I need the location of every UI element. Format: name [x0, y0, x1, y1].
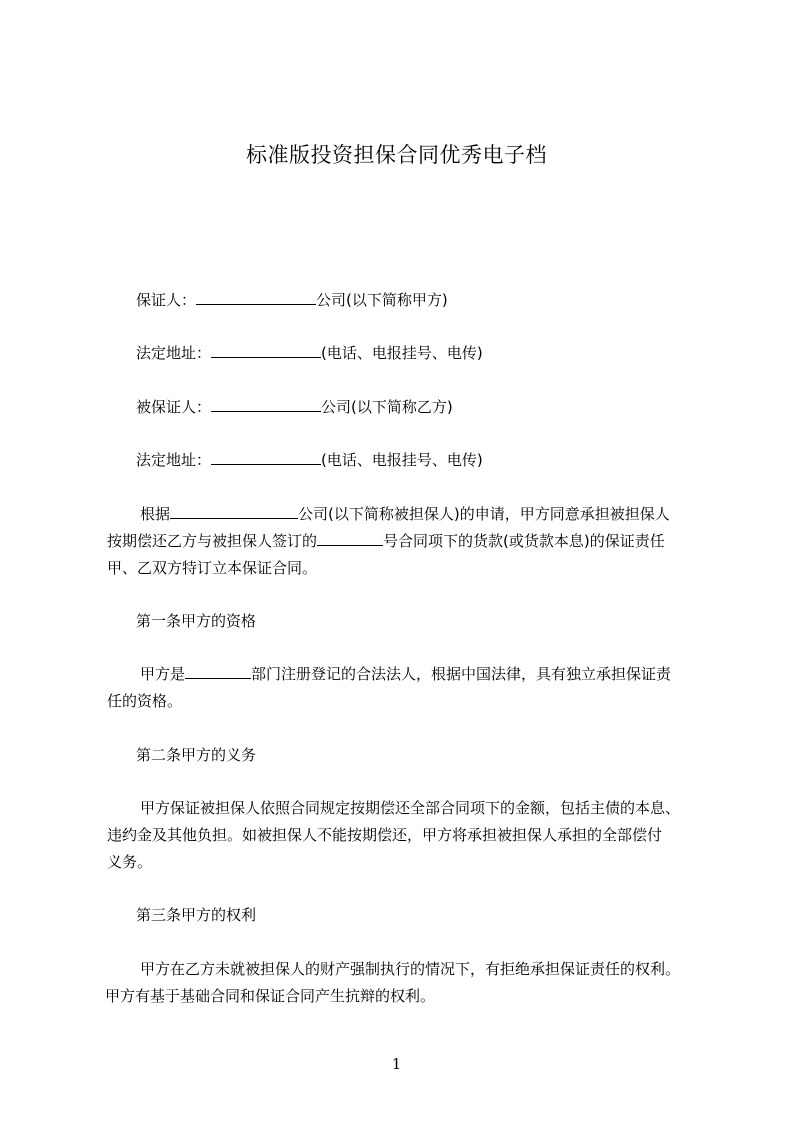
guarantor-address-label: 法定地址：: [136, 344, 212, 362]
article-text: 部门注册登记的合法法人，根据中国法律，具有独立承担保证责: [251, 665, 672, 683]
article-2-heading: 第二条甲方的义务: [136, 746, 257, 764]
document-title: 标准版投资担保合同优秀电子档: [246, 143, 547, 167]
guaranteed-address-suffix: (电话、电报挂号、电传): [321, 451, 483, 469]
preamble-text: 公司(以下简称被担保人)的申请，甲方同意承担被担保人: [298, 505, 670, 523]
registration-department-blank: [185, 663, 251, 679]
guarantor-line: [136, 289, 448, 311]
article-2-line-3: 义务。: [107, 853, 153, 871]
applicant-company-blank: [170, 503, 298, 519]
guarantor-address-line: [136, 342, 483, 364]
guarantor-suffix: 公司(以下简称甲方): [316, 291, 448, 309]
article-2-line-1: 甲方保证被担保人依照合同规定按期偿还全部合同项下的金额，包括主债的本息、: [140, 799, 681, 817]
guarantor-address-suffix: (电话、电报挂号、电传): [321, 344, 483, 362]
preamble-line-3: 甲、乙双方特订立本保证合同。: [107, 559, 318, 577]
guarantor-label: 保证人：: [136, 291, 197, 309]
article-3-line-2: 甲方有基于基础合同和保证合同产生抗辩的权利。: [105, 987, 436, 1005]
guaranteed-label: 被保证人：: [136, 398, 212, 416]
page-number: 1: [391, 1055, 402, 1073]
preamble-text: 根据: [140, 505, 171, 523]
article-1-line-1: [140, 663, 671, 685]
guaranteed-address-label: 法定地址：: [136, 451, 212, 469]
guaranteed-line: [136, 396, 453, 418]
guarantor-name-blank: [196, 289, 316, 305]
article-1-line-2: 任的资格。: [107, 692, 183, 710]
guaranteed-suffix: 公司(以下简称乙方): [321, 398, 453, 416]
guaranteed-name-blank: [211, 396, 321, 412]
preamble-text: 号合同项下的货款(或货款本息)的保证责任: [383, 532, 665, 550]
article-3-line-1: 甲方在乙方未就被担保人的财产强制执行的情况下，有拒绝承担保证责任的权利。: [140, 960, 681, 978]
preamble-line-2: [107, 530, 665, 552]
guaranteed-address-line: [136, 449, 483, 471]
preamble-line-1: [140, 503, 670, 525]
guarantor-address-blank: [211, 342, 321, 358]
guaranteed-address-blank: [211, 449, 321, 465]
article-text: 甲方是: [140, 665, 186, 683]
article-2-line-2: 违约金及其他负担。如被担保人不能按期偿还，甲方将承担被担保人承担的全部偿付: [107, 826, 663, 844]
preamble-text: 按期偿还乙方与被担保人签订的: [107, 532, 318, 550]
article-3-heading: 第三条甲方的权利: [136, 906, 257, 924]
contract-number-blank: [317, 530, 383, 546]
article-1-heading: 第一条甲方的资格: [136, 612, 257, 630]
